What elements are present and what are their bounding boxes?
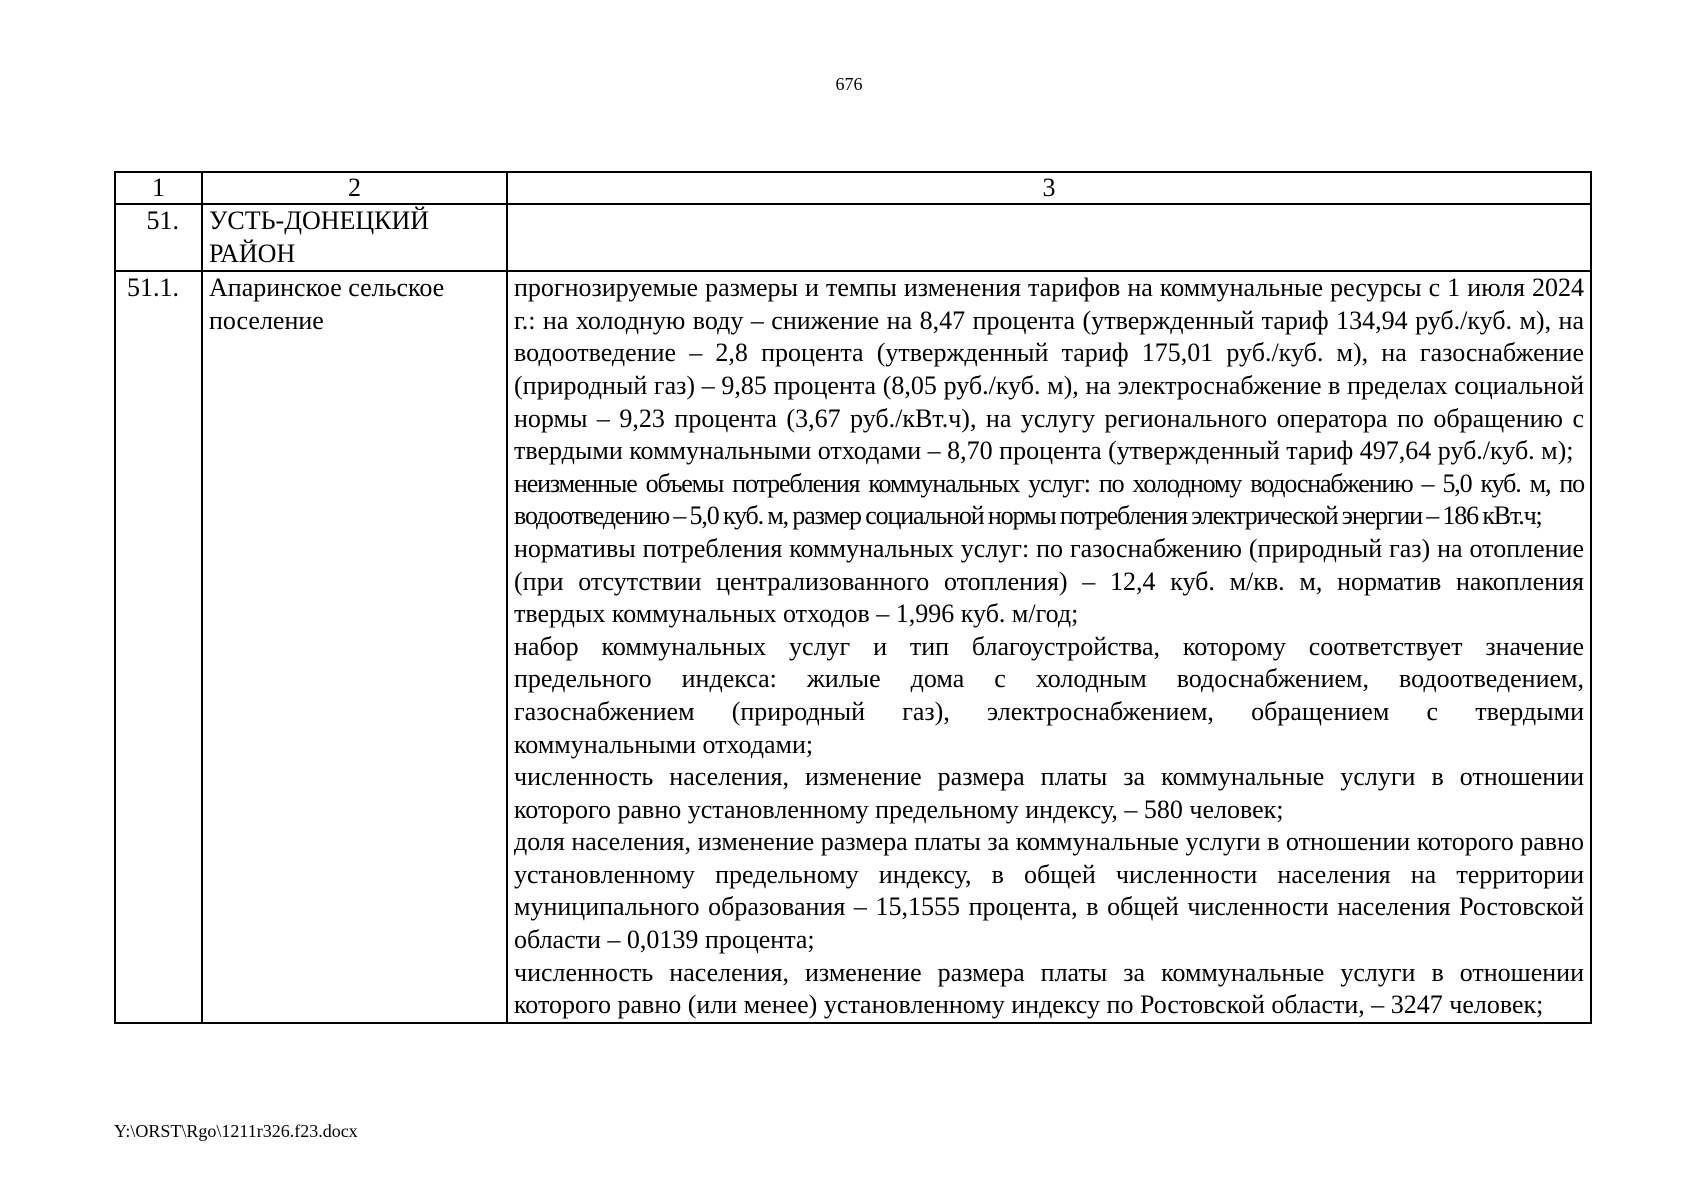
header-cell-3: 3	[507, 172, 1591, 204]
document-table	[114, 171, 1592, 1024]
table-row	[115, 271, 1591, 1023]
paragraph-population-regional: численность населения, изменение размера платы за коммунальные услуги в отношении которого равно (или менее) установленному индексу по Ростовской области, – 3247 человек;	[514, 957, 1584, 1020]
paragraph-volumes: неизменные объемы потребления коммунальных услуг: по холодному водоснабжению – 5,0 куб. м, по водоотведению – 5,0 куб. м, размер социальной нормы потребления электрической энергии – 186 кВт.ч;	[514, 468, 1584, 531]
paragraph-services-set: набор коммунальных услуг и тип благоустройства, которому соответствует значение предельного индекса: жилые дома с холодным водоснабжением, водоотведением, газоснабжением (природный газ), электроснабжением, обращением с твердыми коммунальными отходами;	[514, 631, 1584, 759]
settlement-description	[507, 271, 1591, 1023]
table-header-row	[115, 172, 1591, 204]
paragraph-tariffs: прогнозируемые размеры и темпы изменения тарифов на коммунальные ресурсы с 1 июля 2024 г.: на холодную воду – снижение на 8,47 процента (утвержденный тариф 134,94 руб./куб. м), на водоотведение – 2,8 процента (утвержденный тариф 175,01 руб./куб. м), на газоснабжение (природный газ) – 9,85 процента (8,05 руб./куб. м), на электроснабжение в пределах социальной нормы – 9,23 процента (3,67 руб./кВт.ч), на услугу регионального оператора по обращению с твердыми коммунальными отходами – 8,70 процента (утвержденный тариф 497,64 руб./куб. м);	[514, 273, 1584, 466]
page-number: 676	[835, 74, 863, 94]
header-cell-1: 1	[115, 172, 202, 204]
paragraph-population-share: доля населения, изменение размера платы за коммунальные услуги в отношении которого равно установленному предельному индексу, в общей численности населения на территории муниципального образования – 15,1555 процента, в общей численности населения Ростовской области – 0,0139 процента;	[514, 827, 1584, 955]
settlement-name: Апаринское сельское поселение	[202, 271, 507, 1023]
header-cell-2: 2	[202, 172, 507, 204]
section-row	[115, 204, 1591, 271]
section-name: УСТЬ-ДОНЕЦКИЙ РАЙОН	[202, 204, 507, 271]
row-number: 51.1.	[115, 271, 202, 1023]
paragraph-norms: нормативы потребления коммунальных услуг: по газоснабжению (природный газ) на отопление (при отсутствии централизованного отопления) – 12,4 куб. м/кв. м, норматив накопления твердых коммунальных отходов – 1,996 куб. м/год;	[514, 533, 1584, 629]
file-path: Y:\ORST\Rgo\1211r326.f23.docx	[114, 1121, 358, 1141]
section-description	[507, 204, 1591, 271]
paragraph-population-count: численность населения, изменение размера платы за коммунальные услуги в отношении которого равно установленному предельному индексу, – 580 человек;	[514, 762, 1584, 824]
section-number: 51.	[115, 204, 202, 271]
